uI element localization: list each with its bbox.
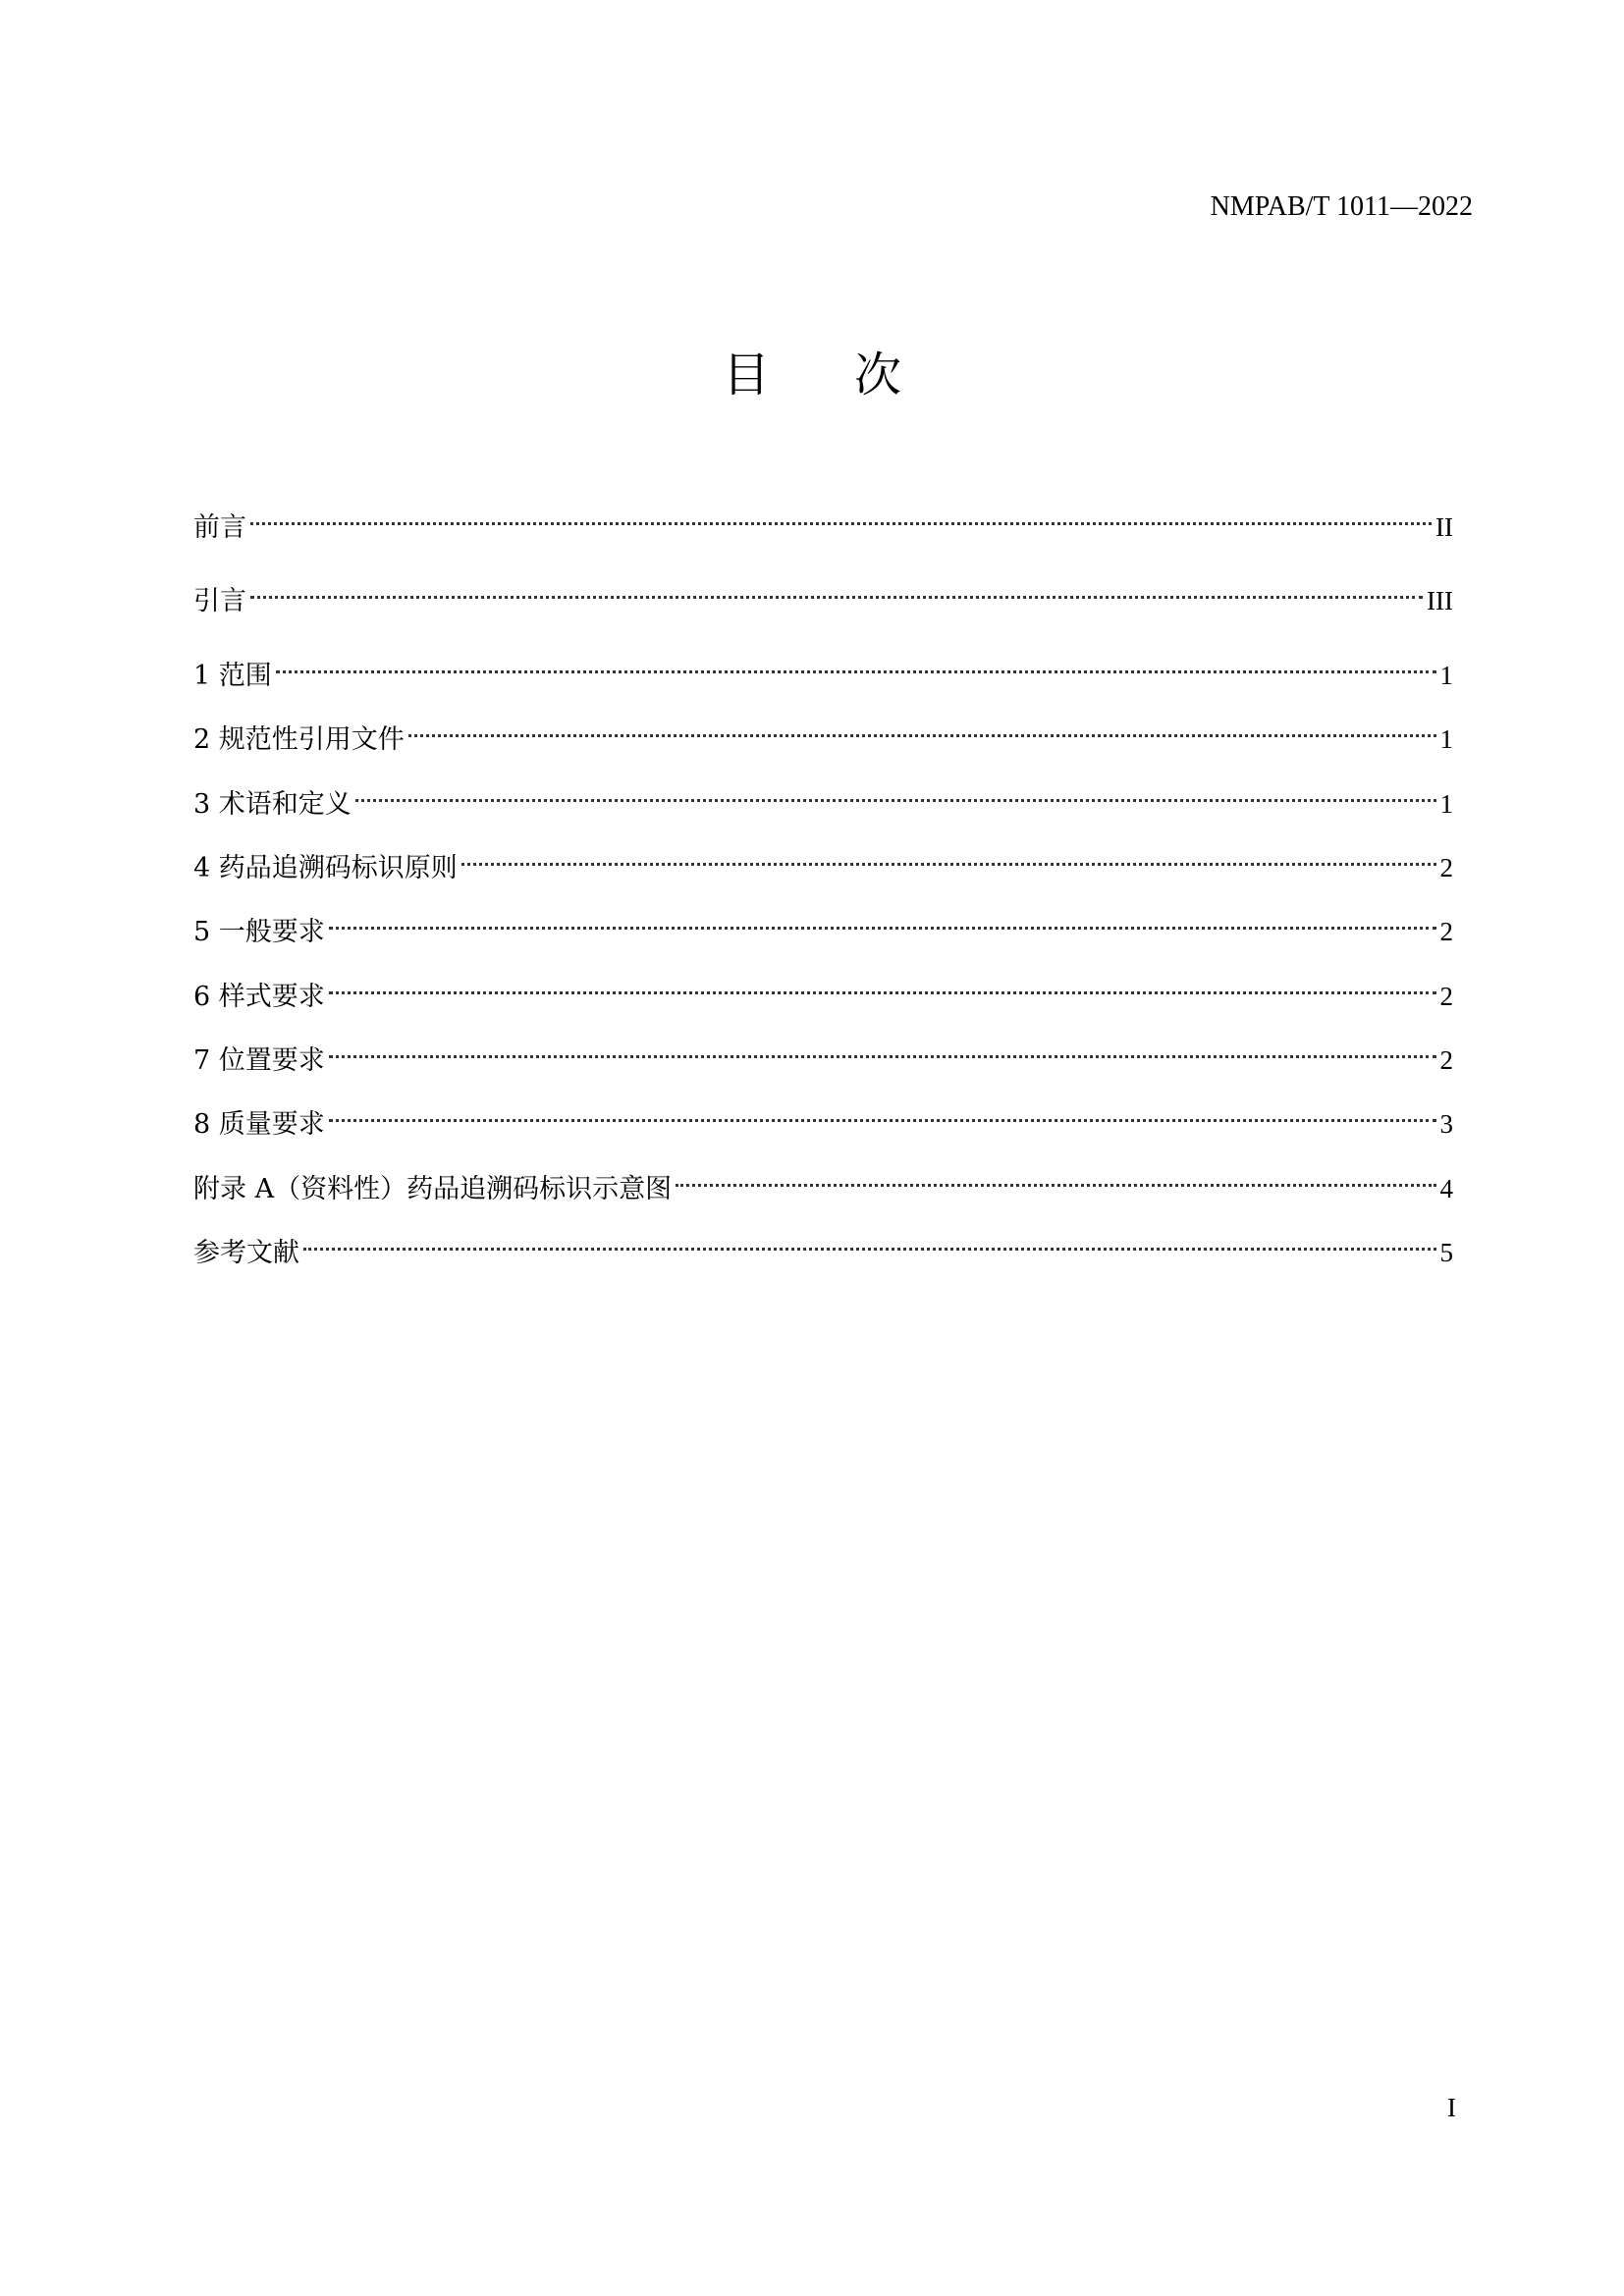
toc-page-number: 2 [1439, 982, 1453, 1011]
dot-leader [329, 1030, 1436, 1069]
toc-page-number: 4 [1439, 1174, 1453, 1203]
title-char-1: 目 [722, 347, 770, 402]
toc-entry-general-requirements[interactable] [193, 901, 1453, 947]
toc-entry-appendix-a[interactable] [193, 1158, 1453, 1204]
toc-label: 3 术语和定义 [193, 789, 352, 820]
dot-leader [461, 837, 1436, 877]
toc-entry-quality-requirements[interactable] [193, 1094, 1453, 1140]
toc-page-number: 5 [1439, 1238, 1453, 1267]
dot-leader [676, 1158, 1435, 1198]
toc-page-number: III [1427, 586, 1453, 615]
toc-label: 引言 [193, 586, 246, 616]
dot-leader [303, 1222, 1436, 1261]
toc-entry-foreword[interactable] [193, 497, 1453, 543]
toc-page-number: 2 [1439, 1045, 1453, 1075]
toc-label: 5 一般要求 [193, 917, 325, 947]
toc-entry-normative-references[interactable] [193, 709, 1453, 755]
toc-page-number: 1 [1439, 724, 1453, 754]
toc-entry-position-requirements[interactable] [193, 1030, 1453, 1076]
page-number: I [1447, 2093, 1456, 2122]
toc-entry-marking-principles[interactable] [193, 837, 1453, 883]
toc-entry-bibliography[interactable] [193, 1222, 1453, 1268]
toc-label: 8 质量要求 [193, 1109, 325, 1140]
toc-label: 参考文献 [193, 1238, 299, 1268]
toc-page-number: II [1435, 512, 1453, 542]
dot-leader [329, 901, 1436, 940]
toc-label: 2 规范性引用文件 [193, 724, 405, 755]
toc-label: 前言 [193, 512, 246, 543]
dot-leader [276, 645, 1436, 684]
toc-page-number: 1 [1439, 789, 1453, 819]
toc-entry-style-requirements[interactable] [193, 966, 1453, 1012]
dot-leader [408, 709, 1436, 748]
dot-leader [329, 1094, 1436, 1133]
dot-leader [355, 774, 1436, 813]
toc-label: 4 药品追溯码标识原则 [193, 853, 458, 883]
document-code: NMPAB/T 1011—2022 [1210, 191, 1473, 222]
toc-page-number: 1 [1439, 661, 1453, 690]
toc-label: 6 样式要求 [193, 982, 325, 1012]
page-title [0, 346, 1624, 404]
toc-page-number: 3 [1439, 1109, 1453, 1139]
toc-entry-terms-definitions[interactable] [193, 774, 1453, 820]
dot-leader [250, 497, 1432, 536]
toc-entry-scope[interactable] [193, 645, 1453, 691]
toc-entry-introduction[interactable] [193, 570, 1453, 616]
title-char-2: 次 [854, 347, 902, 402]
toc-label: 附录 A（资料性）药品追溯码标识示意图 [193, 1174, 673, 1204]
dot-leader [329, 966, 1436, 1005]
dot-leader [250, 570, 1423, 610]
toc-label: 1 范围 [193, 661, 272, 691]
toc-page-number: 2 [1439, 917, 1453, 946]
toc-label: 7 位置要求 [193, 1045, 325, 1076]
toc-page-number: 2 [1439, 853, 1453, 882]
